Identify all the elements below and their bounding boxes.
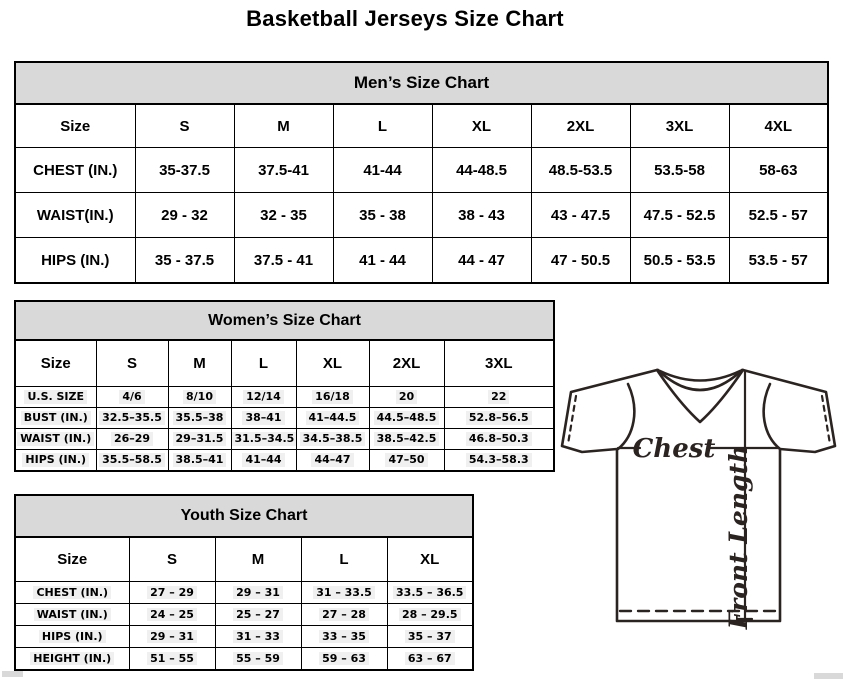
scrollbar-fragment-right [814, 673, 843, 679]
size-cell: 37.5-41 [234, 148, 333, 193]
table-row [15, 648, 473, 671]
size-cell: 27 – 28 [301, 604, 387, 626]
size-cell: 55 – 59 [215, 648, 301, 671]
chest-label: Chest [632, 434, 716, 464]
size-cell: 33.5 – 36.5 [387, 582, 473, 604]
size-cell: 63 – 67 [387, 648, 473, 671]
jersey-outline [562, 370, 835, 621]
size-cell: 46.8–50.3 [444, 429, 554, 450]
size-cell: 44.5–48.5 [369, 408, 444, 429]
jersey-measurement-diagram [556, 360, 843, 632]
size-cell: 29–31.5 [168, 429, 231, 450]
size-cell: 44–47 [296, 450, 369, 472]
size-cell: 35 - 38 [333, 193, 432, 238]
size-cell: 22 [444, 387, 554, 408]
size-cell: 29 – 31 [215, 582, 301, 604]
mens-chart-title: Men’s Size Chart [15, 62, 828, 104]
size-cell: 20 [369, 387, 444, 408]
size-cell: 47 - 50.5 [531, 238, 630, 284]
size-cell: 28 – 29.5 [387, 604, 473, 626]
youth-chart-title: Youth Size Chart [15, 495, 473, 537]
size-cell: 27 – 29 [129, 582, 215, 604]
size-cell: 41–44 [231, 450, 296, 472]
table-row [15, 604, 473, 626]
size-cell: 44 - 47 [432, 238, 531, 284]
front-length-label: Front Length [724, 444, 753, 630]
table-row [15, 582, 473, 604]
row-label: CHEST (IN.) [15, 582, 129, 604]
womens-col-header: M [168, 340, 231, 387]
youth-col-header: L [301, 537, 387, 582]
row-label: WAIST (IN.) [15, 604, 129, 626]
size-cell: 29 - 32 [135, 193, 234, 238]
row-label: HIPS (IN.) [15, 626, 129, 648]
size-cell: 44-48.5 [432, 148, 531, 193]
collar-v-outline [657, 370, 743, 422]
size-cell: 8/10 [168, 387, 231, 408]
size-cell: 37.5 - 41 [234, 238, 333, 284]
row-label: HEIGHT (IN.) [15, 648, 129, 671]
youth-size-chart-table [14, 494, 474, 671]
size-cell: 29 – 31 [129, 626, 215, 648]
womens-col-header: XL [296, 340, 369, 387]
mens-size-chart-table [14, 61, 829, 284]
table-row [15, 148, 828, 193]
size-cell: 4/6 [96, 387, 168, 408]
youth-col-header: S [129, 537, 215, 582]
womens-col-header: 3XL [444, 340, 554, 387]
mens-col-header: 4XL [729, 104, 828, 148]
mens-col-header: L [333, 104, 432, 148]
row-label: BUST (IN.) [15, 408, 96, 429]
size-cell: 52.8–56.5 [444, 408, 554, 429]
size-cell: 24 – 25 [129, 604, 215, 626]
row-label: WAIST (IN.) [15, 429, 96, 450]
size-cell: 53.5 - 57 [729, 238, 828, 284]
scrollbar-fragment-left [2, 671, 23, 677]
size-cell: 31.5–34.5 [231, 429, 296, 450]
size-cell: 53.5-58 [630, 148, 729, 193]
womens-size-chart-table [14, 300, 555, 472]
size-cell: 59 – 63 [301, 648, 387, 671]
womens-col-header: 2XL [369, 340, 444, 387]
mens-col-header: M [234, 104, 333, 148]
table-row [15, 238, 828, 284]
right-armhole-seam [764, 384, 780, 449]
page-title: Basketball Jerseys Size Chart [246, 6, 564, 31]
size-cell: 25 – 27 [215, 604, 301, 626]
size-cell: 41-44 [333, 148, 432, 193]
size-cell: 58-63 [729, 148, 828, 193]
table-row [15, 387, 554, 408]
size-cell: 38.5–42.5 [369, 429, 444, 450]
size-cell: 47.5 - 52.5 [630, 193, 729, 238]
size-cell: 26–29 [96, 429, 168, 450]
size-cell: 12/14 [231, 387, 296, 408]
size-cell: 31 – 33 [215, 626, 301, 648]
row-label: HIPS (IN.) [15, 238, 135, 284]
size-cell: 50.5 - 53.5 [630, 238, 729, 284]
size-cell: 48.5-53.5 [531, 148, 630, 193]
table-row [15, 450, 554, 472]
collar-back-arc [660, 371, 740, 381]
size-cell: 38.5–41 [168, 450, 231, 472]
womens-chart-title: Women’s Size Chart [15, 301, 554, 340]
size-cell: 35 - 37.5 [135, 238, 234, 284]
row-label: U.S. SIZE [15, 387, 96, 408]
size-cell: 47–50 [369, 450, 444, 472]
mens-col-header: XL [432, 104, 531, 148]
mens-col-header: 2XL [531, 104, 630, 148]
size-cell: 35.5–38 [168, 408, 231, 429]
size-cell: 32.5–35.5 [96, 408, 168, 429]
youth-col-header: Size [15, 537, 129, 582]
womens-col-header: S [96, 340, 168, 387]
size-cell: 52.5 - 57 [729, 193, 828, 238]
size-cell: 33 – 35 [301, 626, 387, 648]
size-cell: 38 - 43 [432, 193, 531, 238]
mens-col-header: Size [15, 104, 135, 148]
mens-col-header: 3XL [630, 104, 729, 148]
womens-col-header: Size [15, 340, 96, 387]
size-cell: 31 – 33.5 [301, 582, 387, 604]
row-label: WAIST(IN.) [15, 193, 135, 238]
table-row [15, 429, 554, 450]
table-row [15, 626, 473, 648]
size-cell: 54.3–58.3 [444, 450, 554, 472]
table-row [15, 408, 554, 429]
youth-col-header: M [215, 537, 301, 582]
row-label: CHEST (IN.) [15, 148, 135, 193]
size-cell: 32 - 35 [234, 193, 333, 238]
size-cell: 38–41 [231, 408, 296, 429]
womens-col-header: L [231, 340, 296, 387]
size-cell: 51 – 55 [129, 648, 215, 671]
row-label: HIPS (IN.) [15, 450, 96, 472]
size-cell: 35 – 37 [387, 626, 473, 648]
mens-col-header: S [135, 104, 234, 148]
table-row [15, 193, 828, 238]
youth-col-header: XL [387, 537, 473, 582]
size-cell: 35.5–58.5 [96, 450, 168, 472]
size-cell: 41–44.5 [296, 408, 369, 429]
size-cell: 16/18 [296, 387, 369, 408]
size-cell: 35-37.5 [135, 148, 234, 193]
size-cell: 43 - 47.5 [531, 193, 630, 238]
size-cell: 41 - 44 [333, 238, 432, 284]
size-cell: 34.5–38.5 [296, 429, 369, 450]
